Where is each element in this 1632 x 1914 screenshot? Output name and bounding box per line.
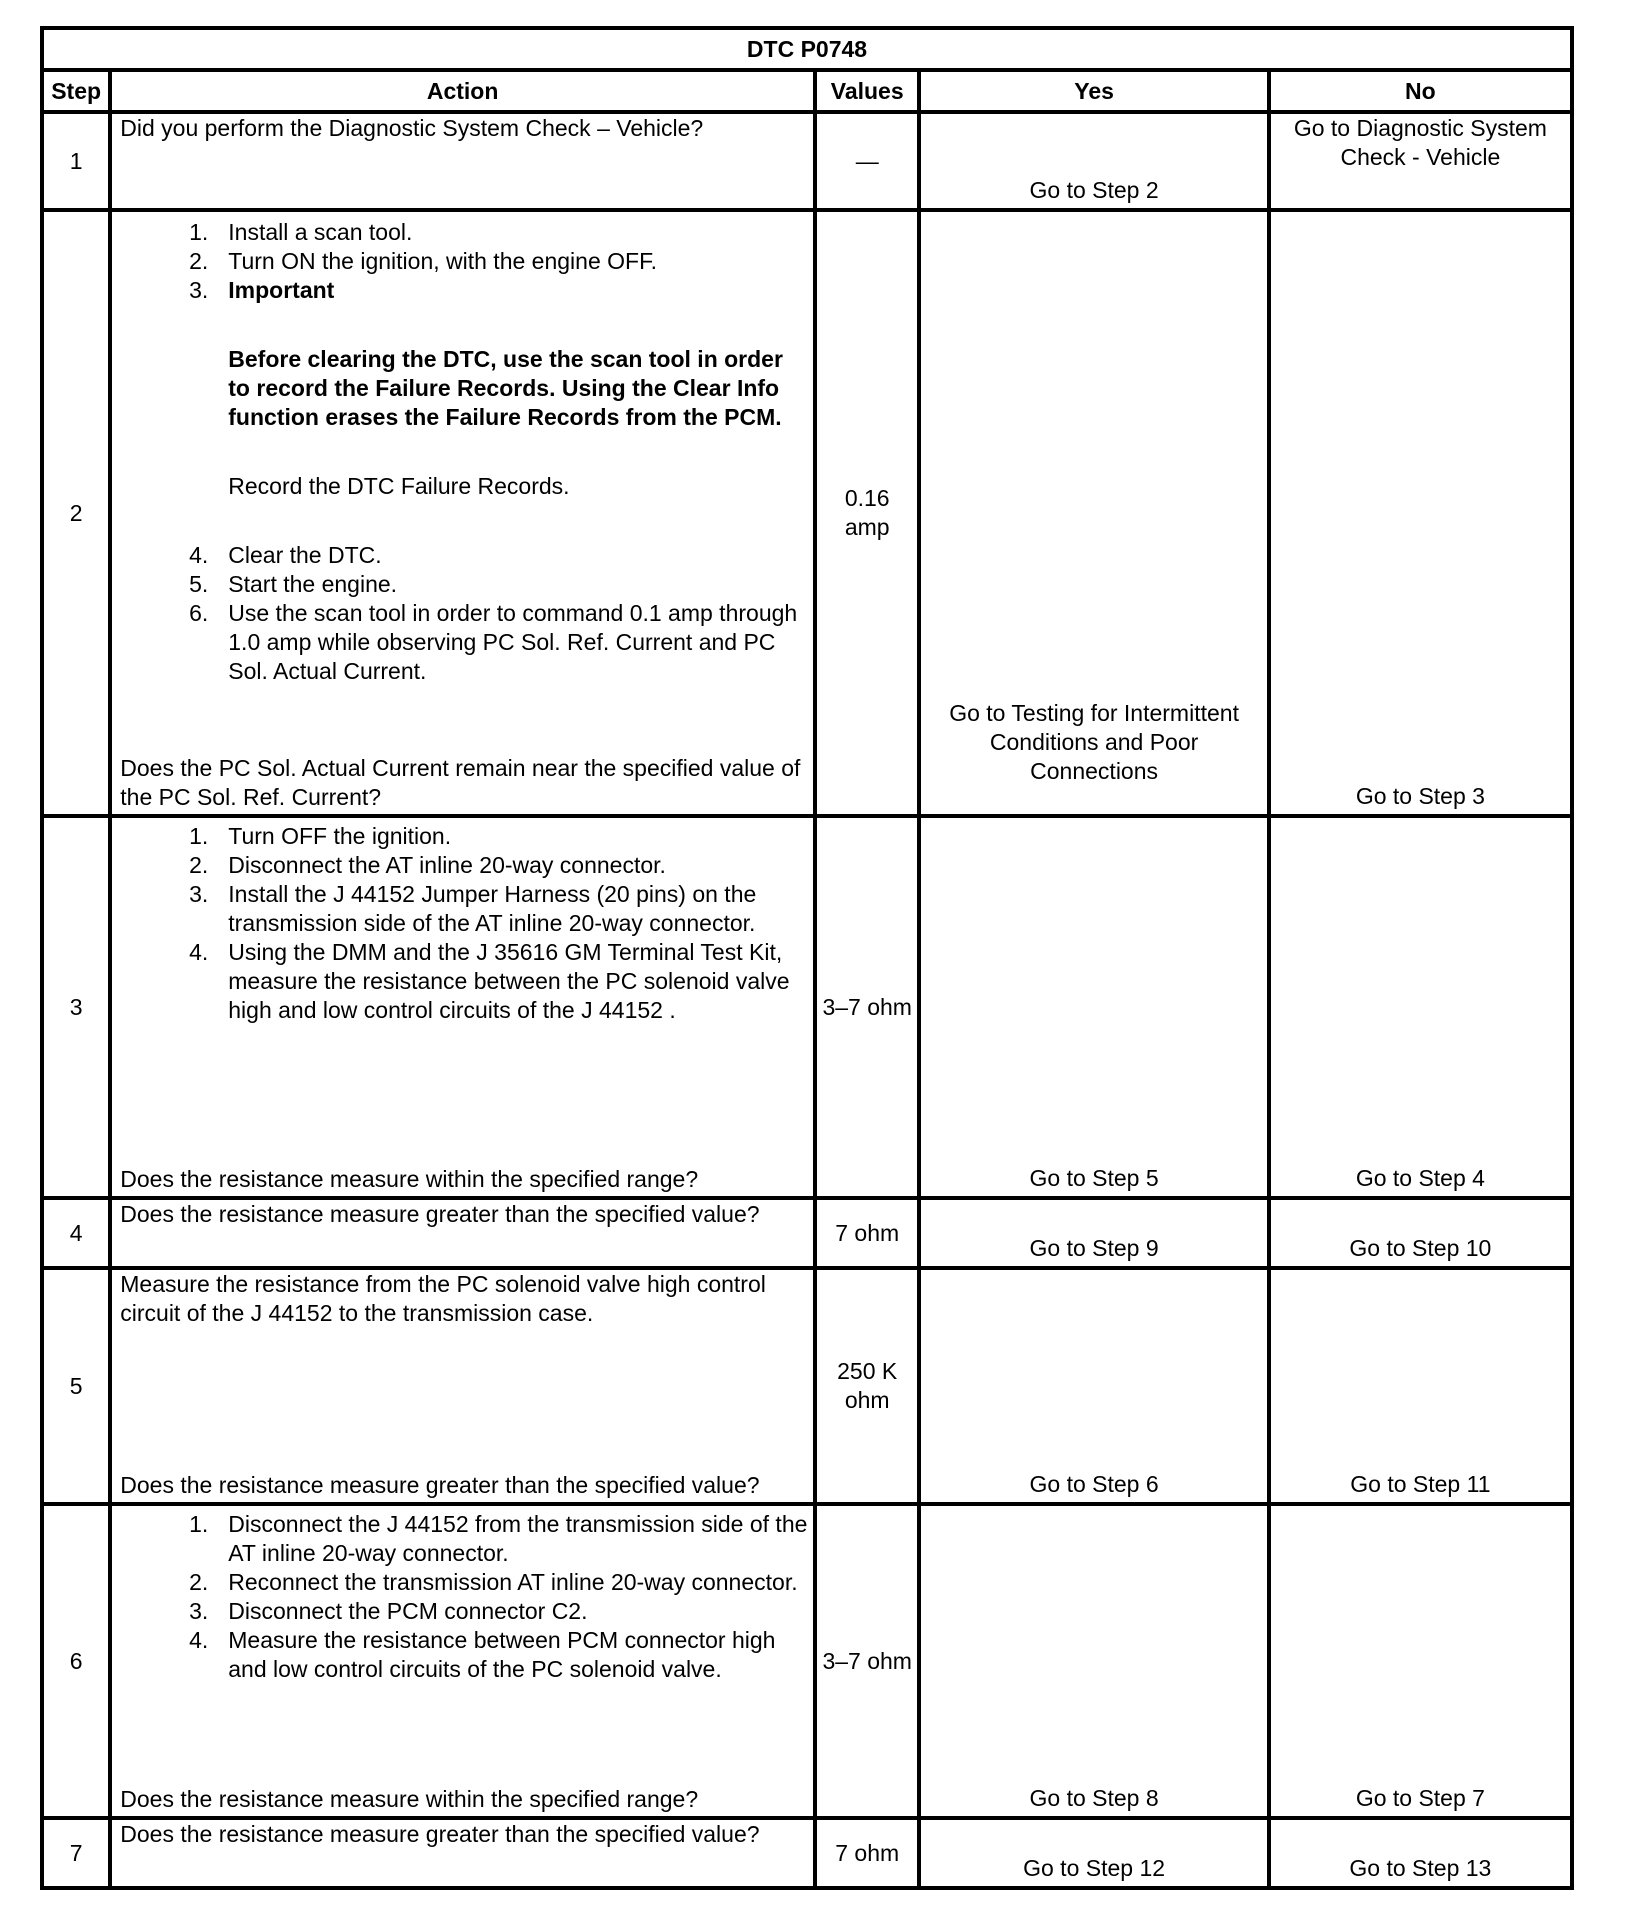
action-question: Does the resistance measure greater than the specified value? [120,1472,760,1498]
yes-link[interactable]: Go to Step 9 [919,1198,1268,1268]
list-item: 4. Measure the resistance between PCM connector high and low control circuits of the PC solenoid valve. [189,1627,776,1682]
value-cell: 7 ohm [815,1198,919,1268]
list-item: 4. Clear the DTC. [189,542,382,568]
table-row [42,1198,1572,1268]
action-question: Does the resistance measure greater than the specified value? [110,1818,815,1888]
yes-link[interactable]: Go to Testing for Intermittent Conditions and Poor Connections [919,210,1268,816]
action-question: Did you perform the Diagnostic System Check – Vehicle? [110,112,815,210]
action-question: Does the resistance measure within the specified range? [120,1786,699,1812]
list-item: 1. Disconnect the J 44152 from the transmission side of the AT inline 20-way connector. [189,1511,808,1566]
no-link[interactable]: Go to Step 3 [1269,210,1572,816]
step-number: 2 [42,210,110,816]
step-number: 5 [42,1268,110,1504]
no-link[interactable]: Go to Step 10 [1269,1198,1572,1268]
header-yes: Yes [919,70,1268,112]
list-item: 2. Disconnect the AT inline 20-way connector. [189,852,666,878]
list-item: 4. Using the DMM and the J 35616 GM Terminal Test Kit, measure the resistance between the PC solenoid valve high and low control circuits of the J 44152 . [189,939,790,1023]
table-row [42,1818,1572,1888]
header-action: Action [110,70,815,112]
yes-link[interactable]: Go to Step 6 [919,1268,1268,1504]
value-cell: 3–7 ohm [815,816,919,1198]
dtc-table [40,26,1574,1890]
step-number: 3 [42,816,110,1198]
action-cell [110,816,815,1198]
header-values: Values [815,70,919,112]
list-item: 1. Turn OFF the ignition. [189,823,452,849]
step-number: 7 [42,1818,110,1888]
action-steps [120,501,808,686]
no-link[interactable]: Go to Step 11 [1269,1268,1572,1504]
no-link[interactable]: Go to Diagnostic System Check - Vehicle [1269,112,1572,210]
list-item: 1. Install a scan tool. [189,219,413,245]
step-number: 4 [42,1198,110,1268]
action-question: Does the resistance measure greater than the specified value? [110,1198,815,1268]
value-cell: 0.16 amp [815,210,919,816]
list-item: 5. Start the engine. [189,571,398,597]
action-cell [110,1268,815,1504]
yes-link[interactable]: Go to Step 5 [919,816,1268,1198]
header-no: No [1269,70,1572,112]
action-question: Does the resistance measure within the specified range? [120,1166,699,1192]
action-cell [110,1504,815,1818]
no-link[interactable]: Go to Step 7 [1269,1504,1572,1818]
list-item: 6. Use the scan tool in order to command 0.1 amp through 1.0 amp while observing PC Sol. Ref. Current and PC Sol. Actual Current. [189,600,798,684]
table-row [42,112,1572,210]
list-item: 2. Turn ON the ignition, with the engine OFF. [189,248,657,274]
yes-link[interactable]: Go to Step 12 [919,1818,1268,1888]
value-cell: 3–7 ohm [815,1504,919,1818]
value-cell: 250 K ohm [815,1268,919,1504]
action-question: Does the PC Sol. Actual Current remain near the specified value of the PC Sol. Ref. Current? [120,755,801,810]
table-row [42,816,1572,1198]
step-number: 6 [42,1504,110,1818]
important-note: Before clearing the DTC, use the scan tool in order to record the Failure Records. Using the Clear Info function erases the Failure Records from the PCM. [228,346,783,430]
record-text: Record the DTC Failure Records. [228,473,570,499]
no-link[interactable]: Go to Step 13 [1269,1818,1572,1888]
table-title: DTC P0748 [42,28,1572,70]
action-text: Measure the resistance from the PC solenoid valve high control circuit of the J 44152 to the transmission case. [120,1271,766,1326]
list-item: 2. Reconnect the transmission AT inline 20-way connector. [189,1569,798,1595]
list-item: 3. Disconnect the PCM connector C2. [189,1598,588,1624]
header-step: Step [42,70,110,112]
yes-link[interactable]: Go to Step 8 [919,1504,1268,1818]
table-row [42,1268,1572,1504]
action-steps [120,218,808,305]
value-cell: — [815,112,919,210]
table-row [42,1504,1572,1818]
table-row [42,210,1572,816]
list-item: 3. Install the J 44152 Jumper Harness (20 pins) on the transmission side of the AT inline 20-way connector. [189,881,757,936]
list-item: 3. Important [189,277,335,303]
value-cell: 7 ohm [815,1818,919,1888]
action-steps [120,1506,808,1684]
step-number: 1 [42,112,110,210]
no-link[interactable]: Go to Step 4 [1269,816,1572,1198]
action-cell [110,210,815,816]
action-steps [120,818,808,1025]
yes-link[interactable]: Go to Step 2 [919,112,1268,210]
